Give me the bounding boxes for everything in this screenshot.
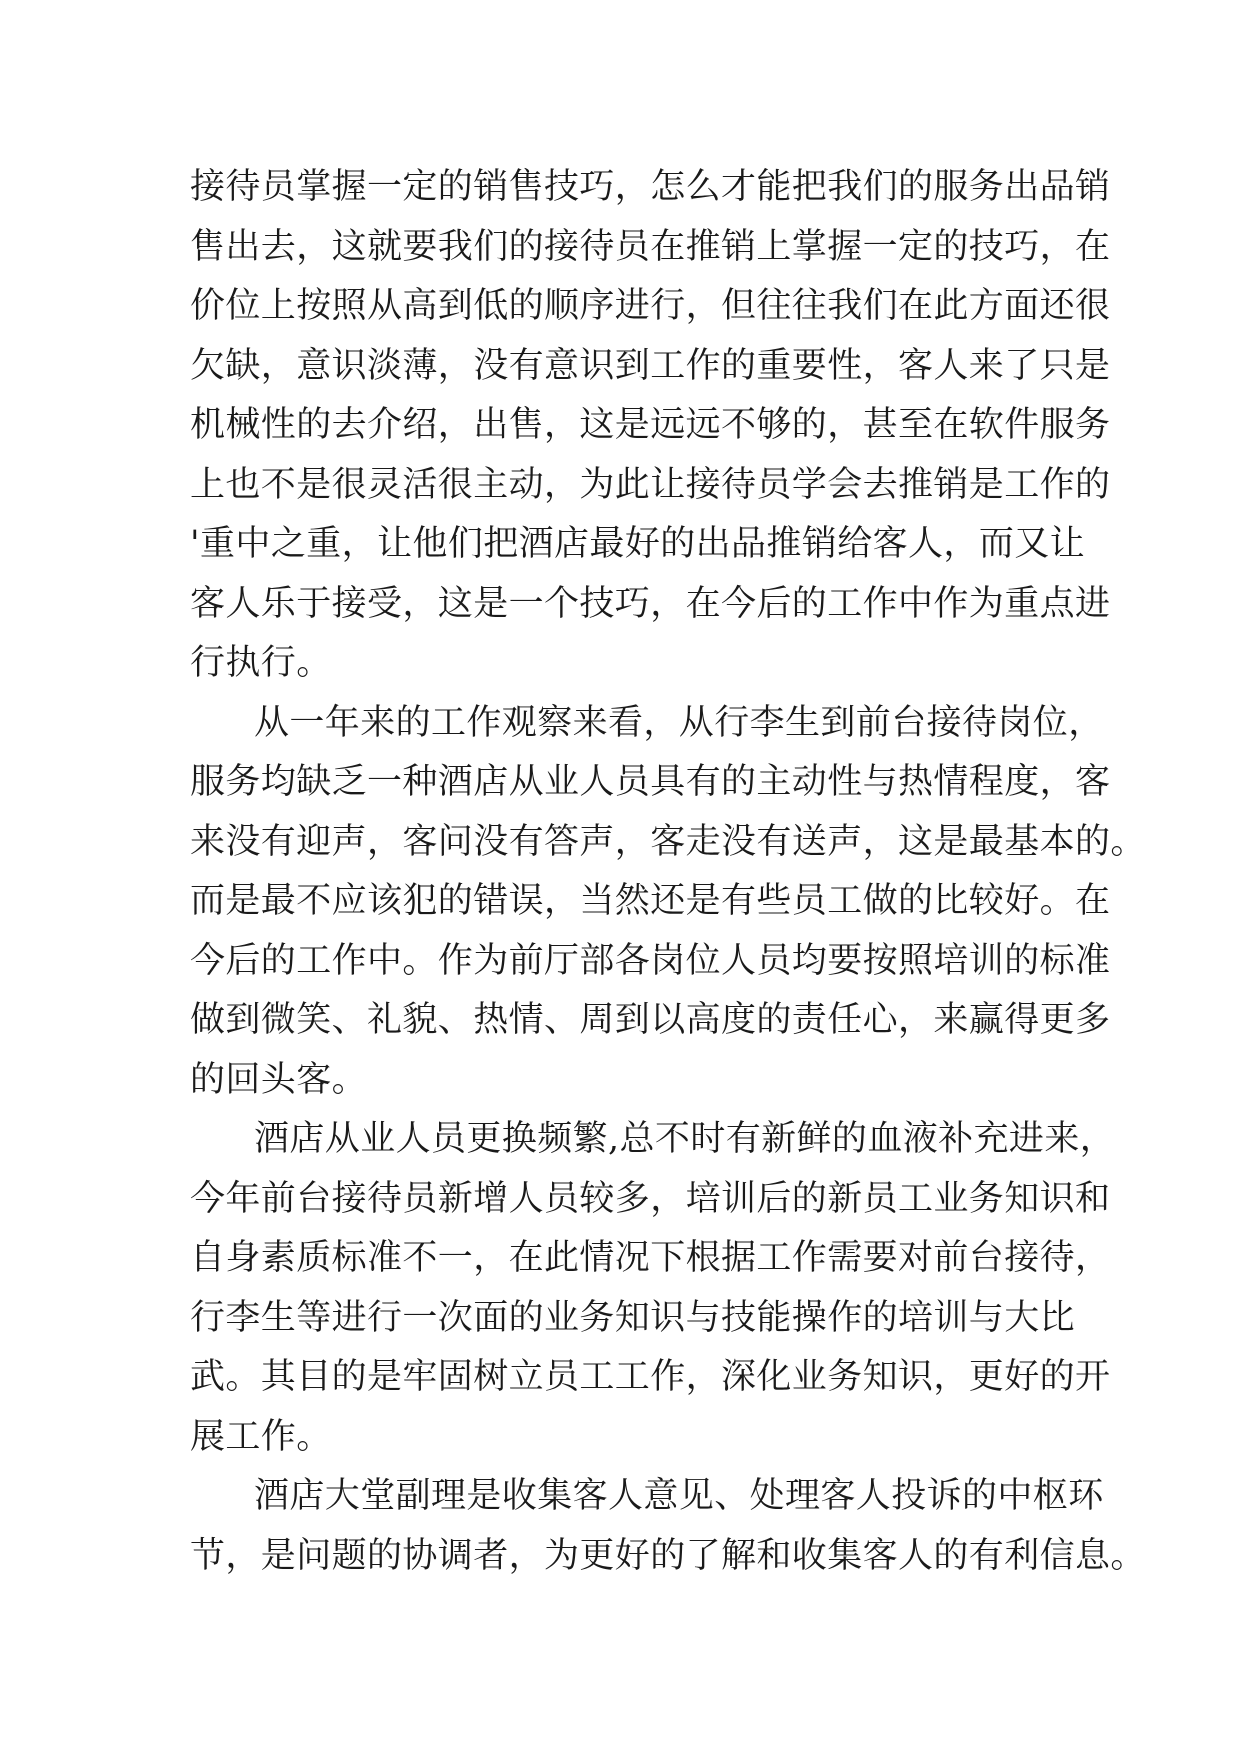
text-line: 做到微笑、礼貌、热情、周到以高度的责任心，来赢得更多 [190,1000,1111,1040]
text-line: 服务均缺乏一种酒店从业人员具有的主动性与热情程度，客 [190,762,1111,802]
text-line: 酒店从业人员更换频繁,总不时有新鲜的血液补充进来， [254,1119,1116,1159]
paragraph-3 [190,1110,1116,1467]
text-line: 今年前台接待员新增人员较多，培训后的新员工业务知识和 [190,1178,1111,1219]
text-line: 酒店大堂副理是收集客人意见、处理客人投诉的中枢环 [254,1476,1104,1516]
paragraph-1 [190,158,1111,694]
text-line: 行执行。 [190,643,332,683]
paragraph-4 [190,1467,1146,1586]
text-line: 节，是问题的协调者，为更好的了解和收集客人的有利信息。 [190,1535,1146,1576]
text-line: 展工作。 [190,1416,332,1457]
text-line: 接待员掌握一定的销售技巧，怎么才能把我们的服务出品销 [190,167,1111,207]
paragraph-2 [190,694,1146,1111]
text-line: 价位上按照从高到低的顺序进行，但往往我们在此方面还很 [190,286,1111,326]
text-line: '重中之重，让他们把酒店最好的出品推销给客人，而又让 [190,524,1086,564]
text-line: 行李生等进行一次面的业务知识与技能操作的培训与大比 [190,1297,1076,1338]
text-line: 上也不是很灵活很主动，为此让接待员学会去推销是工作的 [190,464,1111,505]
text-line: 客人乐于接受，这是一个技巧，在今后的工作中作为重点进 [190,583,1111,624]
text-line: 武。其目的是牢固树立员工工作，深化业务知识，更好的开 [190,1357,1111,1397]
text-line: 机械性的去介绍，出售，这是远远不够的，甚至在软件服务 [190,405,1111,445]
text-line: 来没有迎声，客问没有答声，客走没有送声，这是最基本的。 [190,821,1146,862]
text-line: 而是最不应该犯的错误，当然还是有些员工做的比较好。在 [190,881,1111,921]
text-line: 从一年来的工作观察来看，从行李生到前台接待岗位， [254,702,1104,743]
text-line: 售出去，这就要我们的接待员在推销上掌握一定的技巧，在 [190,226,1111,267]
text-line: 自身素质标准不一，在此情况下根据工作需要对前台接待， [190,1238,1111,1278]
document-body [190,158,1146,1586]
text-line: 欠缺，意识淡薄，没有意识到工作的重要性，客人来了只是 [190,345,1111,386]
text-line: 今后的工作中。作为前厅部各岗位人员均要按照培训的标准 [190,940,1111,981]
text-line: 的回头客。 [190,1059,368,1100]
